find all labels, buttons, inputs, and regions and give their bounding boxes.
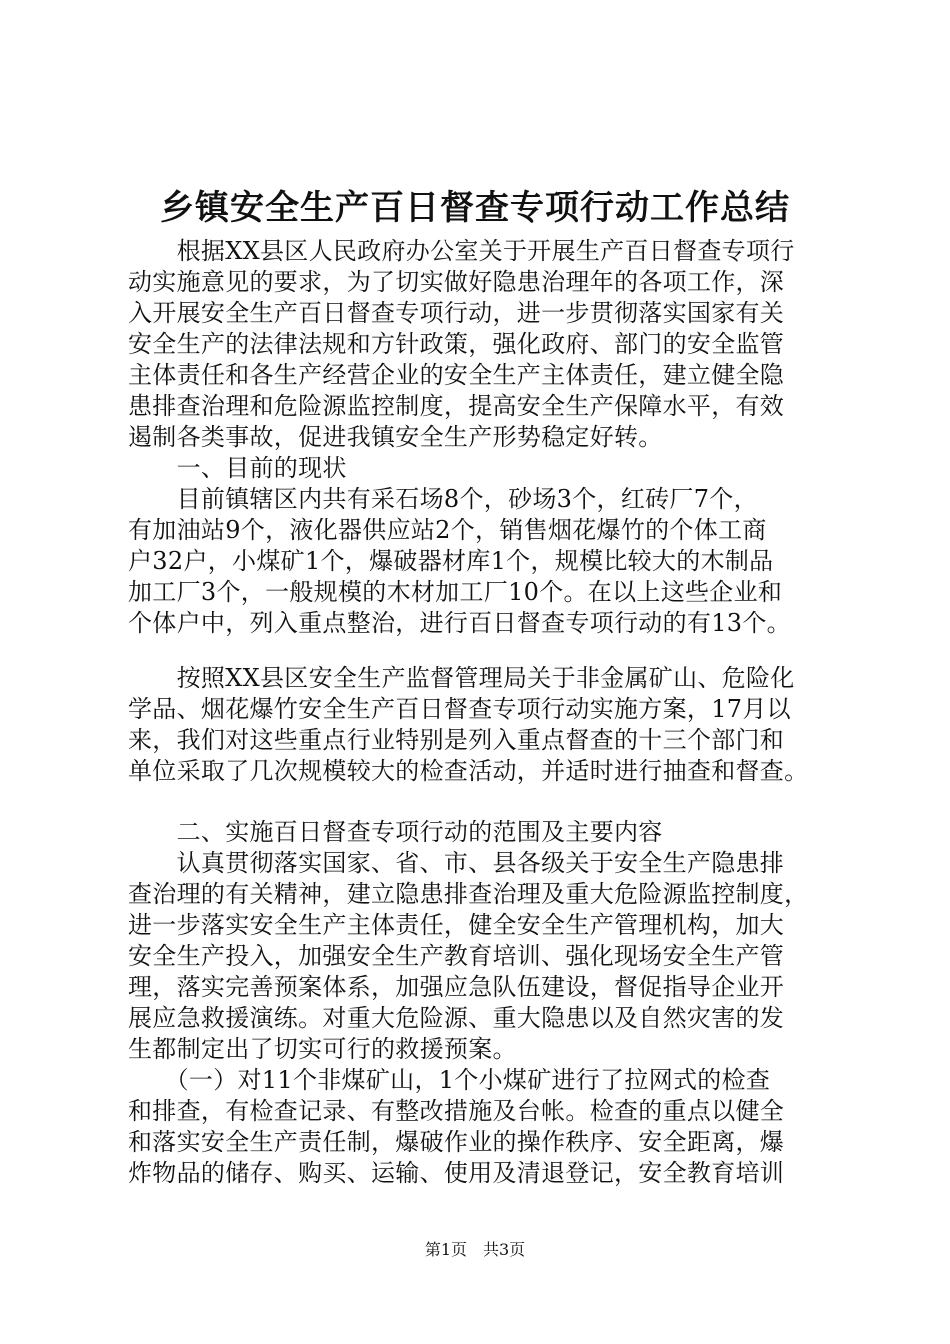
body-line: 单位采取了几次规模较大的检查活动，并适时进行抽查和督查。 [128,757,809,785]
page-number-footer: 第1页 共3页 [424,1240,526,1259]
body-line: 展应急救援演练。对重大危险源、重大隐患以及自然灾害的发 [128,1004,785,1032]
body-line: 进一步落实安全生产主体责任，健全安全生产管理机构，加大 [128,911,785,939]
body-line: 遏制各类事故，促进我镇安全生产形势稳定好转。 [128,423,663,451]
body-line: 根据XX县区人民政府办公室关于开展生产百日督查专项行 [128,237,795,265]
document-title: 乡镇安全生产百日督查专项行动工作总结 [160,188,790,228]
body-line: 和排查，有检查记录、有整改措施及台帐。检查的重点以健全 [128,1097,785,1125]
body-line: 和落实安全生产责任制，爆破作业的操作秩序、安全距离，爆 [128,1128,785,1156]
body-line: 按照XX县区安全生产监督管理局关于非金属矿山、危险化 [128,664,795,692]
body-line: 户32户，小煤矿1个，爆破器材库1个，规模比较大的木制品 [128,547,774,575]
body-line: 个体户中，列入重点整治，进行百日督查专项行动的有13个。 [128,609,791,637]
body-line: 理，落实完善预案体系，加强应急队伍建设，督促指导企业开 [128,973,785,1001]
body-line: 安全生产投入，加强安全生产教育培训、强化现场安全生产管 [128,942,785,970]
section-heading: 二、实施百日督查专项行动的范围及主要内容 [128,818,663,846]
body-line: 查治理的有关精神，建立隐患排查治理及重大危险源监控制度， [128,880,809,908]
body-line: 患排查治理和危险源监控制度，提高安全生产保障水平，有效 [128,392,785,420]
body-line: 有加油站9个，液化器供应站2个，销售烟花爆竹的个体工商 [128,516,767,544]
body-line: 加工厂3个，一般规模的木材加工厂10个。在以上这些企业和 [128,578,783,606]
body-line: （一）对11个非煤矿山，1个小煤矿进行了拉网式的检查 [128,1066,771,1094]
body-line: 动实施意见的要求，为了切实做好隐患治理年的各项工作，深 [128,268,785,296]
body-line: 认真贯彻落实国家、省、市、县各级关于安全生产隐患排 [128,849,785,877]
body-line: 目前镇辖区内共有采石场8个，砂场3个，红砖厂7个， [128,485,758,513]
body-line: 生都制定出了切实可行的救援预案。 [128,1035,517,1063]
body-line: 安全生产的法律法规和方针政策，强化政府、部门的安全监管 [128,330,785,358]
body-line: 学品、烟花爆竹安全生产百日督查专项行动实施方案，17月以 [128,695,791,723]
body-line: 入开展安全生产百日督查专项行动，进一步贯彻落实国家有关 [128,299,785,327]
body-line: 炸物品的储存、购买、运输、使用及清退登记，安全教育培训 [128,1159,785,1187]
body-line: 来，我们对这些重点行业特别是列入重点督查的十三个部门和 [128,726,785,754]
body-line: 主体责任和各生产经营企业的安全生产主体责任，建立健全隐 [128,361,785,389]
section-heading: 一、目前的现状 [128,454,347,482]
